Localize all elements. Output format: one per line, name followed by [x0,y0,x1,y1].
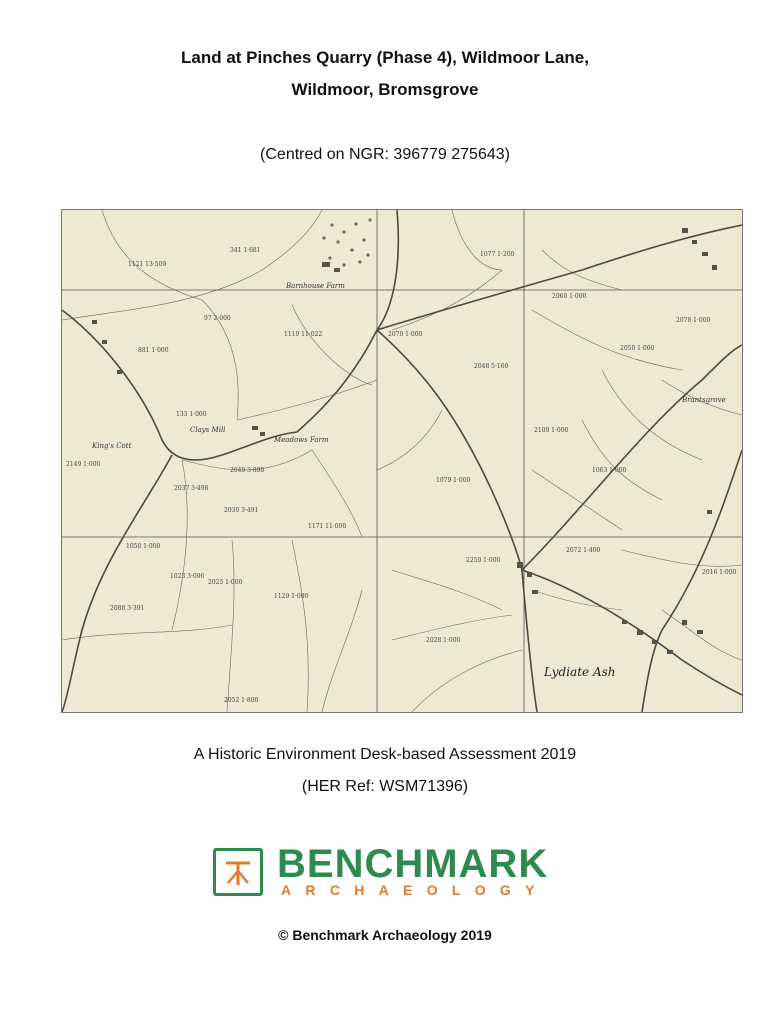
benchmark-logo [213,842,573,900]
parcel-label: 2025 1·000 [208,579,243,586]
place-label-meadows-farm: Meadows Farm [274,436,329,444]
parcel-label: 1171 11·000 [308,523,347,530]
parcel-label: 2049 3·890 [230,467,265,474]
place-label-barnhouse-farm: Barnhouse Farm [286,282,345,290]
grid-reference: (Centred on NGR: 396779 275643) [260,146,510,163]
buildings [92,228,717,654]
parcel-label: 2016 1·000 [702,569,737,576]
parcel-label: 2250 1·000 [466,557,501,564]
parcel-label: 1077 1·200 [480,251,515,258]
parcel-label: 2048 5·160 [474,363,509,370]
her-reference: (HER Ref: WSM71396) [301,778,469,795]
parcel-label: 881 1·000 [138,347,169,354]
logo-mark-icon [213,848,263,896]
logo-wordmark: BENCHMARK [277,842,549,886]
parcel-label: 1121 13·509 [128,261,167,268]
logo-subword: ARCHAEOLOGY [281,882,549,898]
parcel-label: 2060 1·000 [552,293,587,300]
field-boundaries [62,210,742,712]
map-drawing [62,210,742,712]
parcel-labels [66,247,737,704]
parcel-label: 2037 3·498 [174,485,209,492]
parcel-label: 97 2·000 [204,315,231,322]
parcel-label: 2149 1·000 [66,461,101,468]
parcel-label: 2078 1·000 [676,317,711,324]
parcel-label: 341 1·681 [230,247,261,254]
parcel-label: 2109 1·000 [534,427,569,434]
parcel-label: 2050 1·000 [620,345,655,352]
place-label-clays-mill: Clays Mill [190,426,226,434]
parcel-label: 2072 1·400 [566,547,601,554]
document-subtitle: A Historic Environment Desk-based Assessment 2019 [193,746,577,763]
parcel-label: 1050 1·000 [126,543,161,550]
parcel-label: 133 1·000 [176,411,207,418]
map-sheet-grid [62,210,742,712]
parcel-label: 2052 1·800 [224,697,259,704]
parcel-label: 1079 1·000 [436,477,471,484]
parcel-label: 2088 3·391 [110,605,145,612]
roads [62,210,742,712]
woodland-symbols [322,218,371,266]
place-label-brantsgrove: Brantsgrove [682,396,726,404]
historic-os-map [61,209,743,713]
place-label-kings-cott: King's Cott [92,442,132,450]
document-title-line2: Wildmoor, Bromsgrove [291,80,479,99]
document-title-line1: Land at Pinches Quarry (Phase 4), Wildmoor Lane, [181,48,589,67]
parcel-label: 2030 3·491 [224,507,259,514]
parcel-label: 1129 1·000 [274,593,309,600]
parcel-label: 1063 1·000 [592,467,627,474]
copyright-notice: © Benchmark Archaeology 2019 [278,927,492,943]
place-label-lydiate-ash: Lydiate Ash [544,665,616,679]
parcel-label: 1023 3·096 [170,573,205,580]
parcel-label: 1119 11·022 [284,331,323,338]
parcel-label: 2028 1·000 [426,637,461,644]
parcel-label: 2070 1·000 [388,331,423,338]
